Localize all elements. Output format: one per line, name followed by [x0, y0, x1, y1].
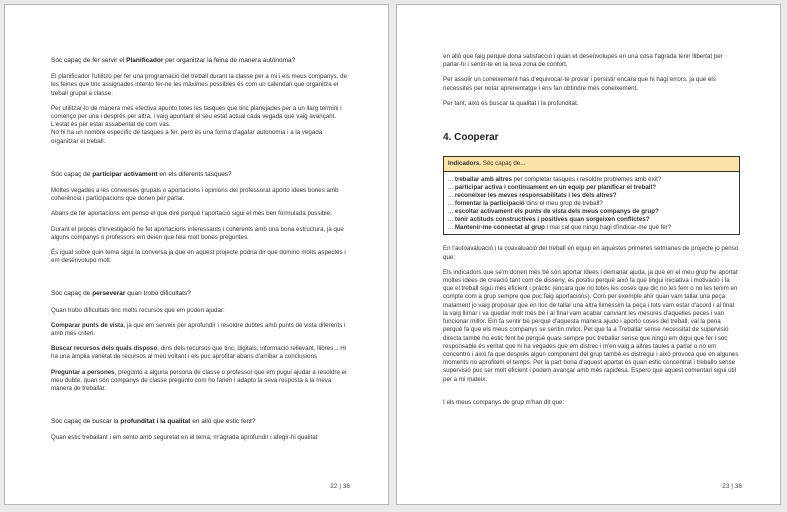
indicators-title-text: Sóc capaç de...: [481, 160, 526, 168]
question-text: quan trobo dificultats?: [125, 290, 191, 298]
paragraph: En l'autoavaluació i la coavaluació del treball en equip en aquestes primeres setmanes de projecte jo penso que:: [443, 245, 739, 261]
indicator-item: ... reconèixer les meves responsabilitats i les dels altres?: [448, 192, 617, 199]
indicator-item: ... escoltar activament els punts de vista dels meus companys de grup?: [448, 208, 659, 216]
question-text: Sóc capaç de fer servir el: [51, 57, 127, 64]
question-bold: profunditat i la qualitat: [120, 418, 191, 426]
paragraph: Per utilitzar-lo de manera més efectiva apunto totes les tasques que tinc planejades per a un llarg termini i començo per una i després per altra, i vaig apuntant el seu estat actual cada vegada que vaig avançant. L'estat és per estar assabentat de com vas.: [51, 104, 342, 129]
resource-title: Comparar punts de vista: [51, 321, 124, 329]
paragraph: Els indicadors que se'm donen més bé són aportar idees i demanar ajuda, ja que en el meu grup he aportat moltes idees de creació tant com de disseny, és positiu perquè això fa que tingui iniciativa i motivació i fa que el treball sigui més eficient i pràctic (encara que no totes les coses que dic no les fem o no les tenim en compte com a grup sempre que puc faig aportacions). Com per exemple ahir quan vam tallar una peça malament jo vaig proposar que en lloc de tallar una altra llimèssim la peça i tots vam estar d'acord i al final la vaig llimar i va quedar molt més bé i al final vam acabar canviant les mesures d'aquelles peces i van funcionar millor. Em fa sentir bé perquè d'aquesta manera ajudo i aporto coses del treball, val la pena perquè fa que els meus companys se sentin millor. Pel que fa a Treballar sense necessitat de supervisió directa també ho estic fent bé perquè quasi sempre puc treballar sense que ningú em digui que fer i soc responsable és veritat que hi ha vegades que em distrec i m'en vaig a altres taules a parlar o no em concentro i això fa que després algun component del grup també es distregui i això provoca que en algunes moments no aprofitem el temps. Per la part bona d'aquest apartat és quan estic concentrat i treballo sense supervisió puc ser molt eficient i podem avançar amb més rapidesa. Espero que aquest comentari sigui útil per a mi mateix.: [443, 268, 739, 383]
resource-text: , dins dels recursos que tinc, digitals, informació rellevant, llibres... Hi ha una àmplia varietat de recursos al meu voltant i els puc aprofitar abans d'arribar a conclusions: [51, 345, 347, 361]
indicator-item: ... treballar amb altres per completar tasques i resoldre problemes amb èxit?: [448, 175, 662, 183]
paragraph: I els meus companys de grup m'han dit que:: [443, 398, 565, 406]
paragraph: El planificador l'utilitzo per fer una programació del treball durant la classe per a mi i els meus companys, de les feines que tinc assignades intento fer-ne les màximes possibles és com un calendari que organitza el treball grupal a classe.: [51, 73, 347, 97]
paragraph: És igual sobre quin tema sigui la conversa ja que en aquest projecte podria dir que domino molts aspectes i em desenvolupo molt.: [51, 249, 346, 265]
resource-item: [51, 345, 348, 361]
indicators-title: [444, 157, 739, 172]
question-text: Sóc capaç de: [51, 290, 93, 298]
section-heading: 4. Cooperar: [443, 132, 499, 144]
paragraph: Moltes vegades a les converses grupals o aportacions i opinions del professorat aporto idees bones amb coherència i participacions que donen per parlar.: [51, 187, 339, 203]
resource-text: , pregunto a alguna persona de classe o professor que em pugui ajudar a resoldre el meu dubte, quan són companys de classe pregunto com ho farien i adapto la seva resposta a la meva manera de treballar.: [51, 368, 347, 393]
page-number: 23 | 38: [722, 483, 742, 490]
paragraph: Quan trobo dificultats tinc molts recursos que em poden ajudar:: [51, 306, 225, 314]
left-page-content: [51, 57, 348, 450]
question-bold: participar activament: [92, 170, 158, 178]
question-planner: [51, 57, 348, 65]
question-text: en els diferents tasques?: [157, 170, 232, 178]
resource-title: Buscar recursos dels quals disposo: [51, 345, 158, 353]
indicators-list: [444, 172, 739, 235]
page-number: 22 | 38: [330, 483, 350, 490]
indicators-box: [443, 156, 740, 235]
indicator-item: ... participar activa i continuament en un equip per planificar el treball?: [448, 183, 657, 191]
question-depth: [51, 418, 348, 426]
resource-item: [51, 369, 348, 394]
right-page-content: [443, 53, 740, 414]
question-text: en allò que estic fent?: [190, 418, 256, 426]
paragraph: Per tant, això és buscar la qualitat i la profunditat.: [443, 99, 579, 107]
paragraph: Durant el procés d'investigació he fet aportacions interessants i coherents amb una bona estructura, ja que alguns companys o professors em deien que feia molt bones preguntes.: [51, 225, 344, 241]
paragraph: Per assolir un coneixement has d'equivocar-te provar i persistir encara que hi hagi errors, ja que els necessites per notar aprenentatge i ens fan obtindre més coneixement.: [443, 76, 716, 92]
right-page: [396, 4, 781, 505]
question-participate: [51, 171, 348, 179]
indicator-item: ... tenir actituds constructives i positives quan sorgeixen conflictes?: [448, 216, 650, 224]
question-text: Sóc capaç de buscar la: [51, 418, 121, 426]
paragraph: No hi ha un nombre específic de tasques a fer, però és una forma d'agafar autonomia i a la vegada organitzar el treball.: [51, 129, 323, 145]
question-bold: perseverar: [92, 290, 126, 298]
question-bold: Planificador: [126, 57, 164, 64]
resource-item: [51, 322, 348, 338]
left-page: [4, 4, 389, 505]
question-text: Sóc capaç de: [51, 170, 93, 178]
paragraph: Quan estic treballant i em sento amb seguretat en el tema, m'agrada aprofundir i afegir-hi qualitat: [51, 434, 318, 442]
resource-title: Preguntar a persones: [51, 368, 115, 376]
question-persevere: [51, 290, 348, 298]
question-text: per organitzar la feina de manera autònoma?: [163, 57, 296, 64]
indicator-item: ... fomentar la participació dins el meu grup de treball?: [448, 200, 603, 208]
resource-text: , ja que em serveix per aprofundir i resoldre dubtes amb punts de vista diferents i amb més criteri.: [51, 321, 346, 338]
paragraph: en allò que faig perquè dona satisfacció i quan et desenvolupes en una cosa t'agrada tenir llibertat per parlar-hi i sentir-te en la teva zona de confort.: [443, 53, 723, 69]
indicator-item: ... Mantenir-me connectat al grup i mai cal que ningú hagi d'indicar-me què fer?: [448, 224, 672, 232]
indicators-title-bold: Indicadors.: [448, 160, 482, 168]
paragraph: Abans de fer aportacions em penso el que diré perquè l'aportació sigui el més ben formulada possible.: [51, 210, 332, 218]
